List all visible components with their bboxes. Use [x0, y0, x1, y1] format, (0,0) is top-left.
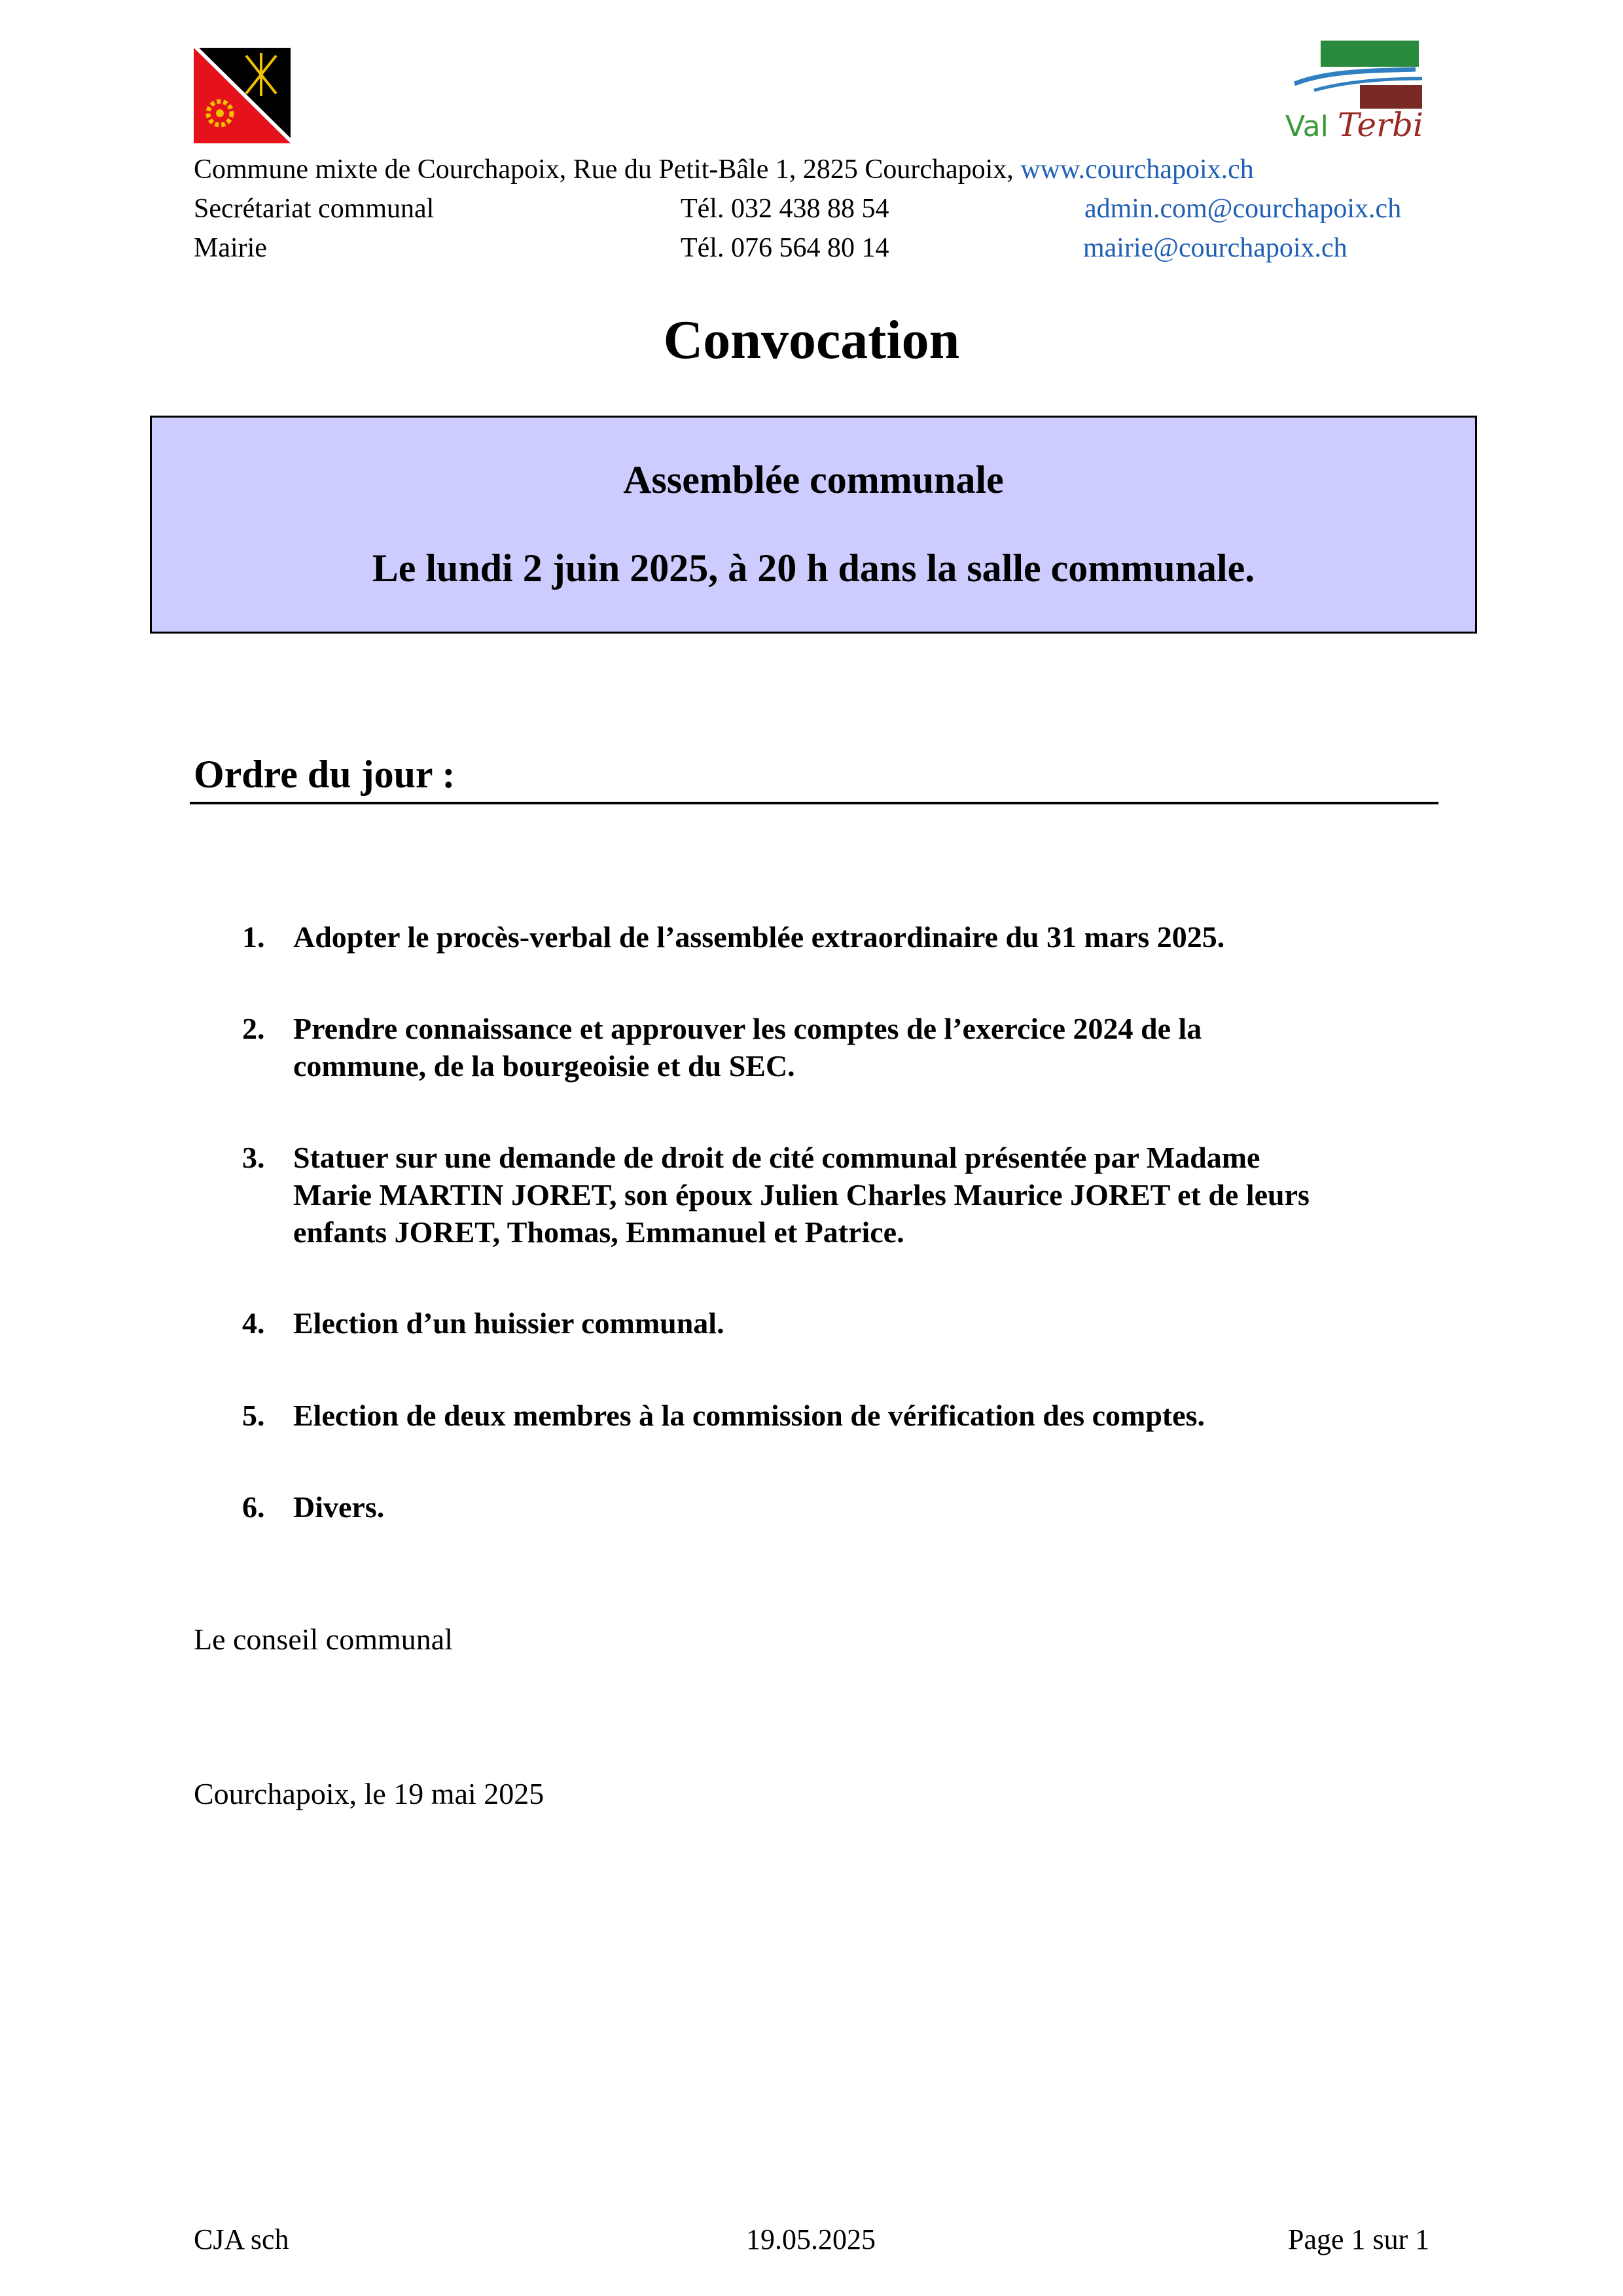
secretariat-label: Secrétariat communal: [194, 194, 435, 224]
mairie-phone: Tél. 076 564 80 14: [681, 233, 889, 263]
agenda-item-text: Statuer sur une demande de droit de cité communal présentée par Madame: [293, 1141, 1260, 1174]
agenda-item-number: 6.: [242, 1490, 265, 1524]
signature: Le conseil communal: [194, 1623, 453, 1656]
agenda-item-6: [242, 1488, 1446, 1526]
valterbi-val: Val: [1285, 110, 1329, 141]
agenda-item-4: [242, 1304, 1446, 1342]
agenda-item-number: 2.: [242, 1012, 265, 1045]
footer-date: 19.05.2025: [746, 2223, 876, 2255]
agenda-item-5: [242, 1397, 1446, 1434]
agenda-item-text: Marie MARTIN JORET, son époux Julien Charles Maurice JORET et de leurs: [293, 1178, 1310, 1211]
agenda-item-number: 3.: [242, 1141, 265, 1174]
agenda-item-1: [242, 918, 1446, 956]
valterbi-logo: [1281, 38, 1438, 141]
secretariat-phone: Tél. 032 438 88 54: [681, 194, 889, 224]
footer-page-number: Page 1 sur 1: [1288, 2223, 1430, 2255]
agenda-item-3: [242, 1139, 1446, 1251]
meeting-info-box: [150, 416, 1477, 634]
header-address-line: [194, 153, 1254, 186]
valterbi-terbi: Terbi: [1338, 106, 1423, 141]
agenda-item-text: Election d’un huissier communal.: [293, 1306, 724, 1340]
agenda-item-number: 4.: [242, 1306, 265, 1340]
commune-crest-logo: [194, 48, 291, 143]
website-link[interactable]: www.courchapoix.ch: [1020, 154, 1254, 185]
agenda-heading: Ordre du jour :: [194, 753, 455, 796]
agenda-item-2: [242, 1010, 1446, 1085]
secretariat-email-link[interactable]: admin.com@courchapoix.ch: [1084, 194, 1402, 224]
agenda-item-text: commune, de la bourgeoisie et du SEC.: [293, 1049, 795, 1083]
footer-left: CJA sch: [194, 2223, 289, 2255]
agenda-item-text: Election de deux membres à la commission de vérification des comptes.: [293, 1399, 1205, 1432]
agenda-item-text: enfants JORET, Thomas, Emmanuel et Patrice.: [293, 1215, 904, 1249]
agenda-item-text: Divers.: [293, 1490, 385, 1524]
agenda-item-number: 5.: [242, 1399, 265, 1432]
commune-address: Commune mixte de Courchapoix, Rue du Petit-Bâle 1, 2825 Courchapoix,: [194, 154, 1014, 185]
place-date: Courchapoix, le 19 mai 2025: [194, 1777, 544, 1810]
agenda-heading-rule: [190, 802, 1438, 804]
agenda-item-number: 1.: [242, 920, 265, 954]
meeting-title: Assemblée communale: [623, 458, 1004, 501]
agenda-item-text: Prendre connaissance et approuver les comptes de l’exercice 2024 de la: [293, 1012, 1202, 1045]
mairie-email-link[interactable]: mairie@courchapoix.ch: [1083, 233, 1347, 263]
meeting-date-place: Le lundi 2 juin 2025, à 20 h dans la salle communale.: [372, 547, 1255, 590]
page-title: Convocation: [663, 310, 960, 370]
agenda-item-text: Adopter le procès-verbal de l’assemblée extraordinaire du 31 mars 2025.: [293, 920, 1225, 954]
mairie-label: Mairie: [194, 233, 267, 263]
